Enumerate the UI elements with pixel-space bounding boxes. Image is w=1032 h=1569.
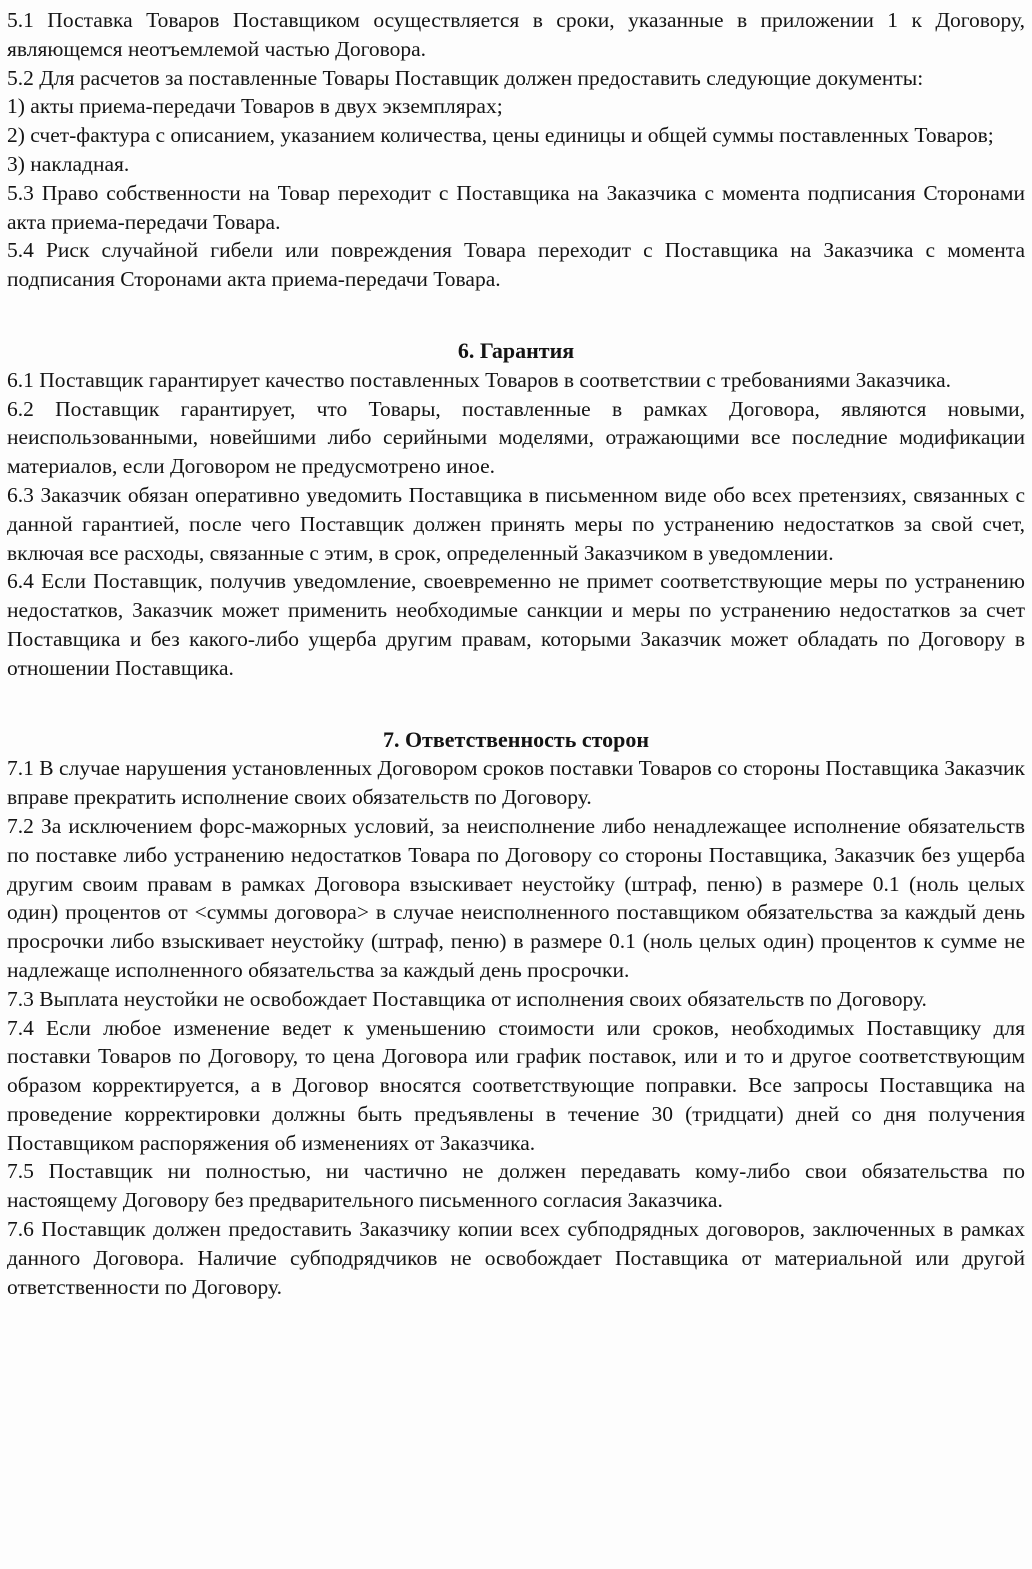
- section-6: [7, 337, 1025, 683]
- paragraph-6-1: 6.1 Поставщик гарантирует качество поставленных Товаров в соответствии с требованиями Заказчика.: [7, 367, 952, 392]
- list-item-2: 2) счет-фактура с описанием, указанием количества, цены единицы и общей суммы поставленных Товаров;: [7, 123, 994, 148]
- section-heading-warranty: 6. Гарантия: [457, 337, 575, 363]
- paragraph-6-2: 6.2 Поставщик гарантирует, что Товары, поставленные в рамках Договора, являются новыми, неиспользованными, новейшими либо серийными моделями, отражающими все последние модификации материалов, если Договором не предусмотрено иное.: [7, 396, 1025, 479]
- section-5: [7, 6, 1025, 294]
- paragraph-7-5: 7.5 Поставщик ни полностью, ни частично не должен передавать кому-либо свои обязательства по настоящему Договору без предварительного письменного согласия Заказчика.: [7, 1159, 1025, 1213]
- paragraph-7-6: 7.6 Поставщик должен предоставить Заказчику копии всех субподрядных договоров, заключенных в рамках данного Договора. Наличие субподрядчиков не освобождает Поставщика от материальной или другой ответственности по Договору.: [7, 1217, 1025, 1299]
- list-item-1: 1) акты приема-передачи Товаров в двух экземплярах;: [7, 94, 503, 119]
- paragraph-6-3: 6.3 Заказчик обязан оперативно уведомить Поставщика в письменном виде обо всех претензиях, связанных с данной гарантией, после чего Поставщик должен принять меры по устранению недостатков за свой счет, включая все расходы, связанные с этим, в срок, определенный Заказчиком в уведомлении.: [7, 482, 1025, 565]
- paragraph-5-3: 5.3 Право собственности на Товар переходит с Поставщика на Заказчика с момента подписания Сторонами акта приема-передачи Товара.: [7, 180, 1025, 234]
- section-heading-liability: 7. Ответственность сторон: [382, 726, 650, 752]
- paragraph-7-1: 7.1 В случае нарушения установленных Договором сроков поставки Товаров со стороны Поставщика Заказчик вправе прекратить исполнение своих обязательств по Договору.: [7, 756, 1025, 810]
- paragraph-6-4: 6.4 Если Поставщик, получив уведомление, своевременно не примет соответствующие меры по устранению недостатков, Заказчик может применить необходимые санкции и меры по устранению недостатков за счет Поставщика и без какого-либо ущерба другим правам, которыми Заказчик может обладать по Договору в отношении Поставщика.: [7, 569, 1025, 680]
- section-7: [7, 726, 1025, 1302]
- paragraph-7-4: 7.4 Если любое изменение ведет к уменьшению стоимости или сроков, необходимых Поставщику для поставки Товаров по Договору, то цена Договора или график поставок, или и то и другое соответствующим образом корректируется, а в Договор вносятся соответствующие поправки. Все запросы Поставщика на проведение корректировки должны быть предъявлены в течение 30 (тридцати) дней со дня получения Поставщиком распоряжения об изменениях от Заказчика.: [7, 1015, 1025, 1155]
- paragraph-5-1: 5.1 Поставка Товаров Поставщиком осуществляется в сроки, указанные в приложении 1 к Договору, являющемся неотъемлемой частью Договора.: [7, 8, 1025, 61]
- paragraph-5-2: 5.2 Для расчетов за поставленные Товары Поставщик должен предоставить следующие документы:: [7, 65, 924, 90]
- paragraph-5-4: 5.4 Риск случайной гибели или повреждения Товара переходит с Поставщика на Заказчика с момента подписания Сторонами акта приема-передачи Товара.: [7, 238, 1025, 292]
- document-content: [7, 6, 1025, 1301]
- section-spacer: [7, 294, 1025, 337]
- paragraph-7-3: 7.3 Выплата неустойки не освобождает Поставщика от исполнения своих обязательств по Договору.: [7, 986, 927, 1011]
- list-item-3: 3) накладная.: [7, 151, 130, 176]
- section-spacer: [7, 683, 1025, 726]
- paragraph-7-2: 7.2 За исключением форс-мажорных условий, за неисполнение либо ненадлежащее исполнение обязательств по поставке либо устранению недостатков Товара по Договору со стороны Поставщика, Заказчик без ущерба другим своим правам в рамках Договора взыскивает неустойку (штраф, пеню) в размере 0.1 (ноль целых один) процентов от <суммы договора> в случае неисполненного поставщиком обязательства за каждый день просрочки либо взыскивает неустойку (штраф, пеню) в размере 0.1 (ноль целых один) процентов к сумме не надлежаще исполненного обязательства за каждый день просрочки.: [7, 813, 1025, 982]
